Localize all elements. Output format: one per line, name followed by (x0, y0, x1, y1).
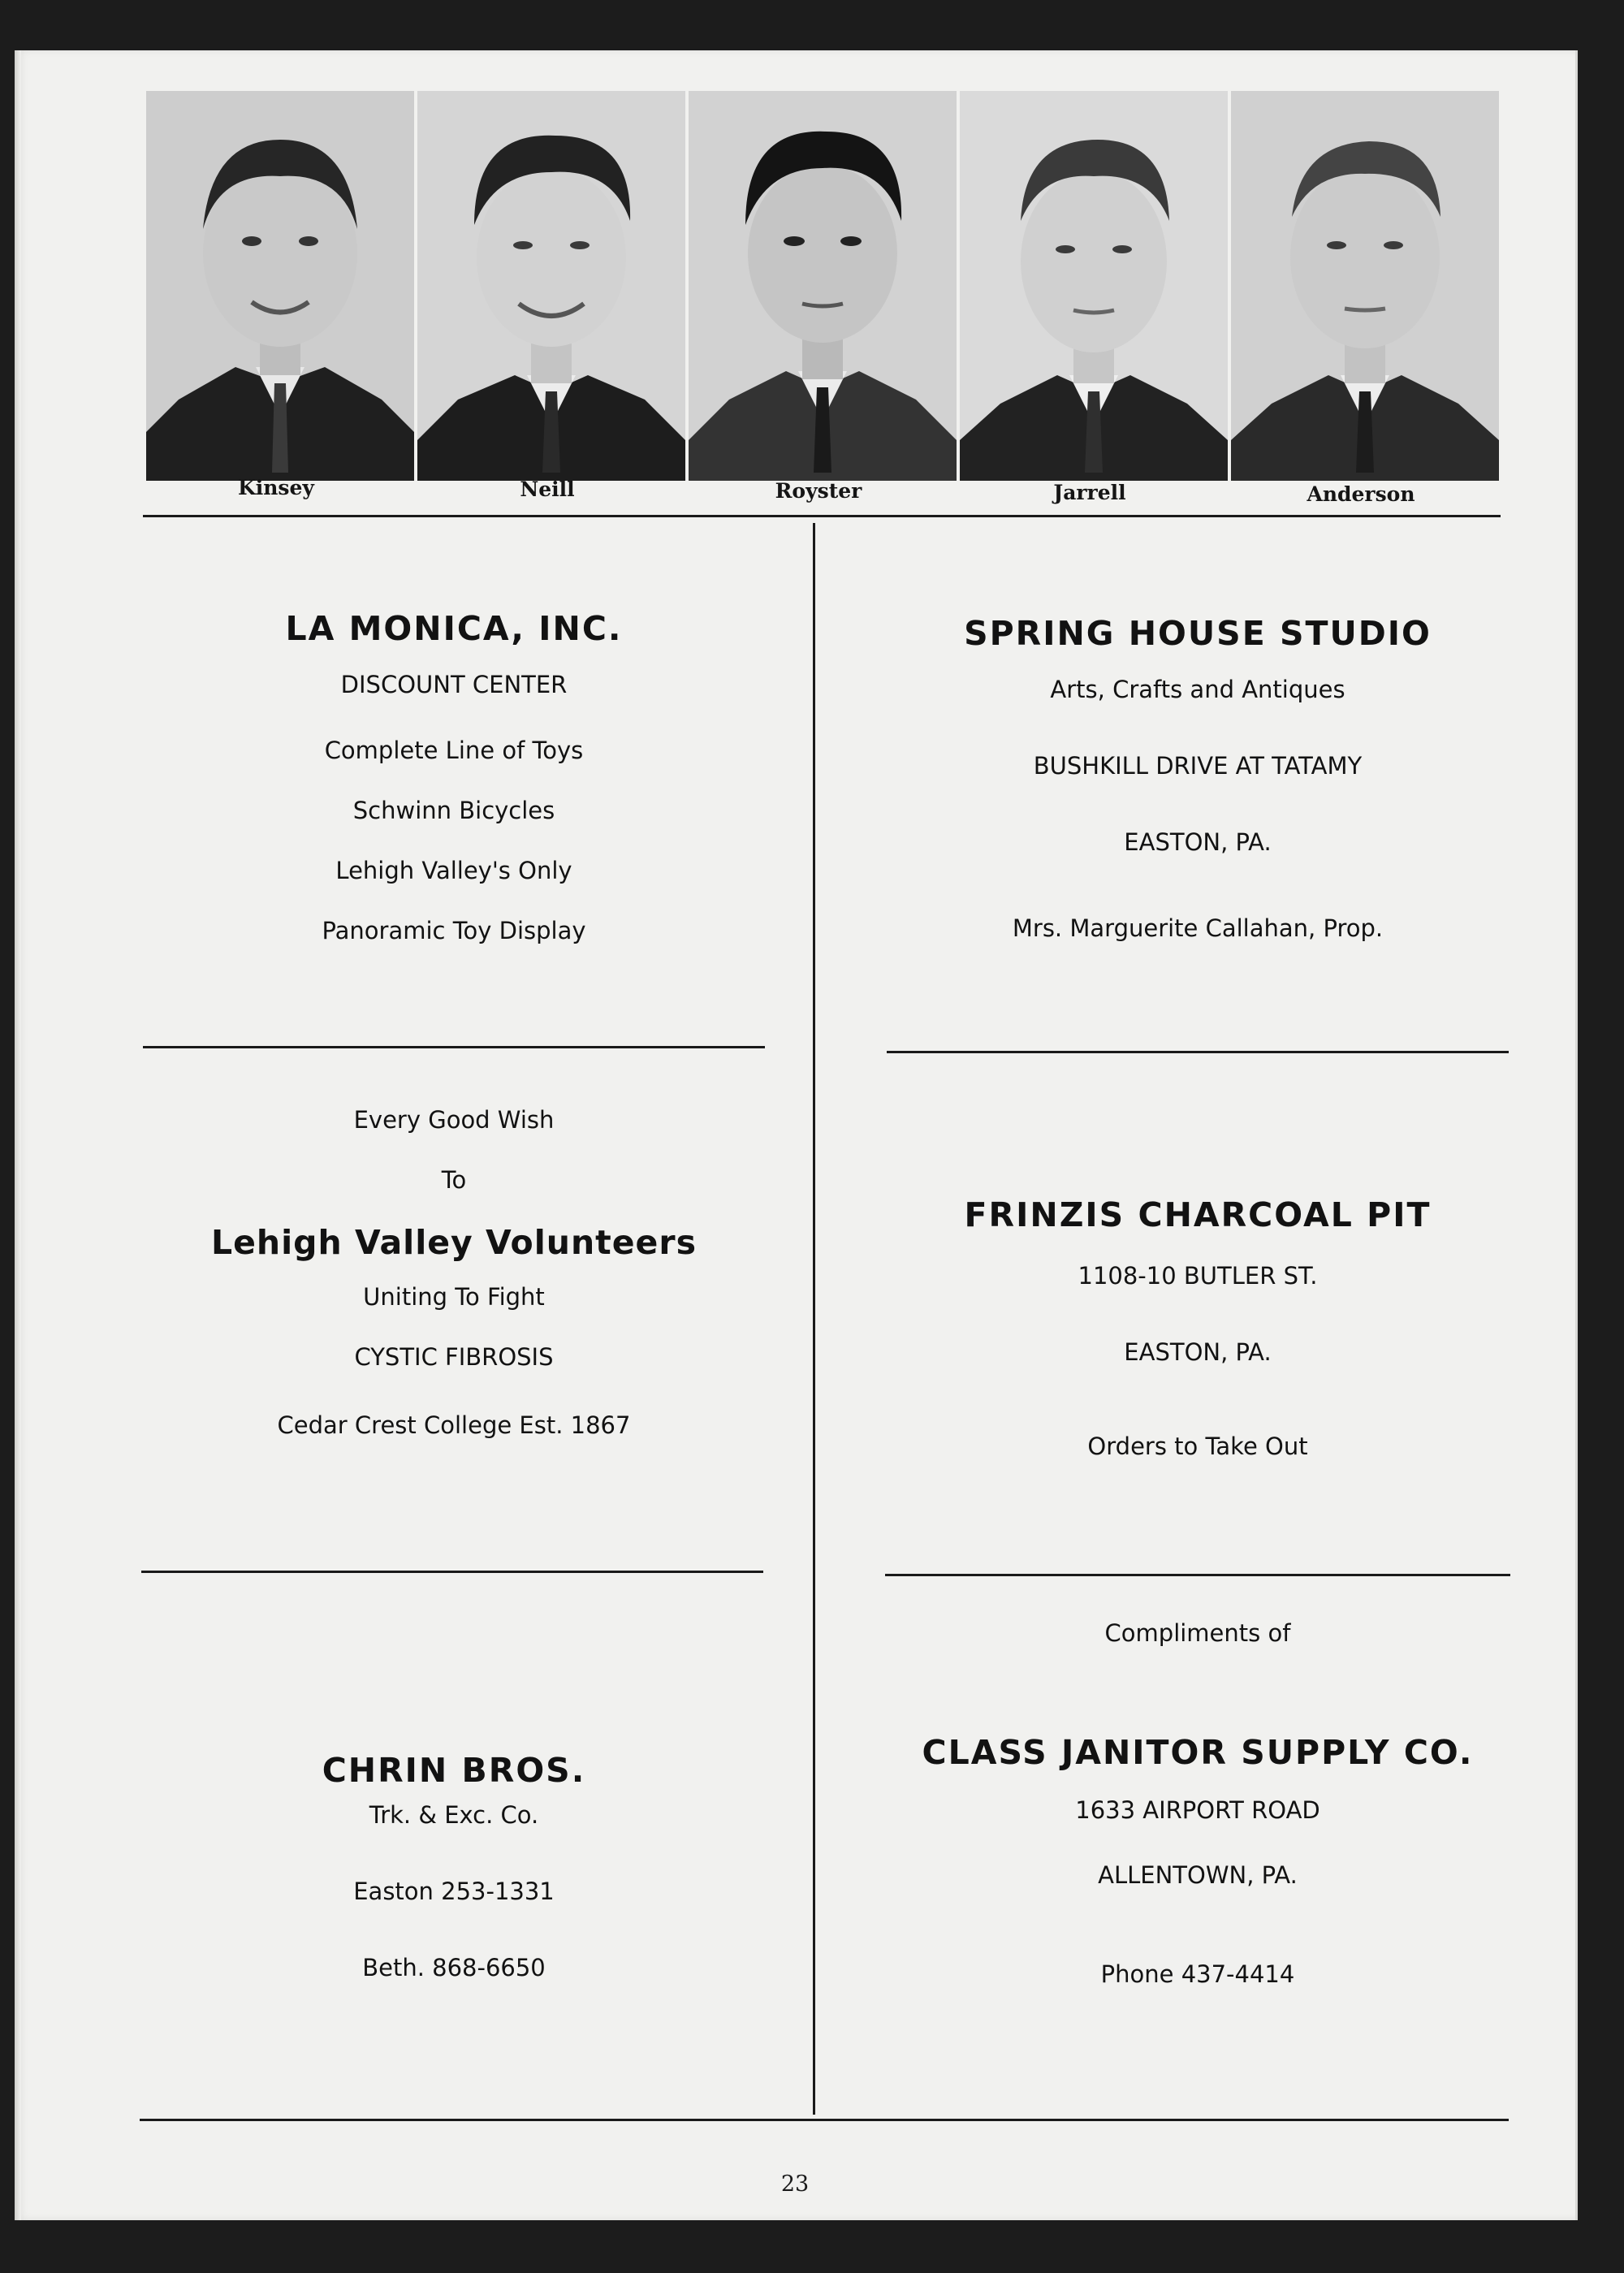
ad-line: Beth. 868-6650 (362, 1954, 546, 1981)
ad-chrin-bros (143, 1751, 765, 1981)
program-page (15, 50, 1578, 2220)
ad-line: DISCOUNT CENTER (340, 671, 568, 698)
ad-title: SPRING HOUSE STUDIO (964, 614, 1432, 653)
ad-line: CYSTIC FIBROSIS (354, 1343, 554, 1371)
ad-line: Cedar Crest College Est. 1867 (277, 1411, 631, 1439)
ad-frinzis-charcoal-pit (887, 1195, 1509, 1460)
ad-line: Complete Line of Toys (324, 737, 584, 764)
ad-line: Panoramic Toy Display (322, 917, 586, 944)
ad-line: ALLENTOWN, PA. (1098, 1861, 1298, 1889)
header-divider (143, 515, 1501, 517)
ad-line: Orders to Take Out (1087, 1433, 1308, 1460)
ad-title: CHRIN BROS. (322, 1751, 586, 1790)
ad-line: Uniting To Fight (363, 1283, 545, 1311)
caption-neill: Neill (520, 478, 575, 501)
ad-line: Compliments of (1104, 1619, 1291, 1647)
caption-kinsey: Kinsey (238, 476, 314, 499)
page-number: 23 (780, 2171, 810, 2197)
left-divider-2 (141, 1571, 763, 1573)
page-spine-shadow (15, 50, 21, 2220)
caption-royster: Royster (775, 479, 862, 503)
ad-line: 1633 AIRPORT ROAD (1075, 1796, 1320, 1824)
portrait-photo-neill (417, 91, 685, 481)
caption-jarrell: Jarrell (1053, 481, 1126, 504)
ad-title: CLASS JANITOR SUPPLY CO. (922, 1733, 1474, 1772)
ad-line: EASTON, PA. (1124, 1338, 1272, 1366)
portrait-photo-anderson (1231, 91, 1499, 481)
ad-line: BUSHKILL DRIVE AT TATAMY (1033, 752, 1363, 780)
portrait-photo-kinsey (146, 91, 414, 481)
ad-line: Schwinn Bicycles (352, 797, 555, 824)
ad-title: FRINZIS CHARCOAL PIT (964, 1195, 1432, 1234)
ad-lehigh-valley-volunteers (143, 1106, 765, 1439)
ad-spring-house-studio (887, 614, 1509, 942)
footer-divider (140, 2119, 1509, 2121)
ad-line: 1108-10 BUTLER ST. (1078, 1262, 1318, 1290)
portrait-photo-royster (689, 91, 957, 481)
ad-line: To (441, 1166, 467, 1194)
ad-line: Trk. & Exc. Co. (369, 1801, 539, 1829)
left-divider-1 (143, 1046, 765, 1048)
ad-title: Lehigh Valley Volunteers (211, 1223, 697, 1262)
ad-line: Mrs. Marguerite Callahan, Prop. (1012, 914, 1384, 942)
ad-line: Lehigh Valley's Only (335, 857, 572, 884)
ad-la-monica (143, 609, 765, 944)
ad-line: Arts, Crafts and Antiques (1050, 676, 1345, 703)
ad-line: Phone 437-4414 (1100, 1960, 1295, 1988)
right-divider-2 (885, 1574, 1510, 1576)
portrait-photo-jarrell (960, 91, 1228, 481)
ad-line: Easton 253-1331 (353, 1878, 555, 1905)
caption-anderson: Anderson (1307, 482, 1415, 506)
ad-line: Every Good Wish (353, 1106, 555, 1134)
ad-line: EASTON, PA. (1124, 828, 1272, 856)
column-divider (813, 523, 815, 2115)
right-divider-1 (887, 1051, 1509, 1053)
ad-class-janitor-supply (887, 1619, 1509, 1988)
ad-title: LA MONICA, INC. (285, 609, 623, 648)
